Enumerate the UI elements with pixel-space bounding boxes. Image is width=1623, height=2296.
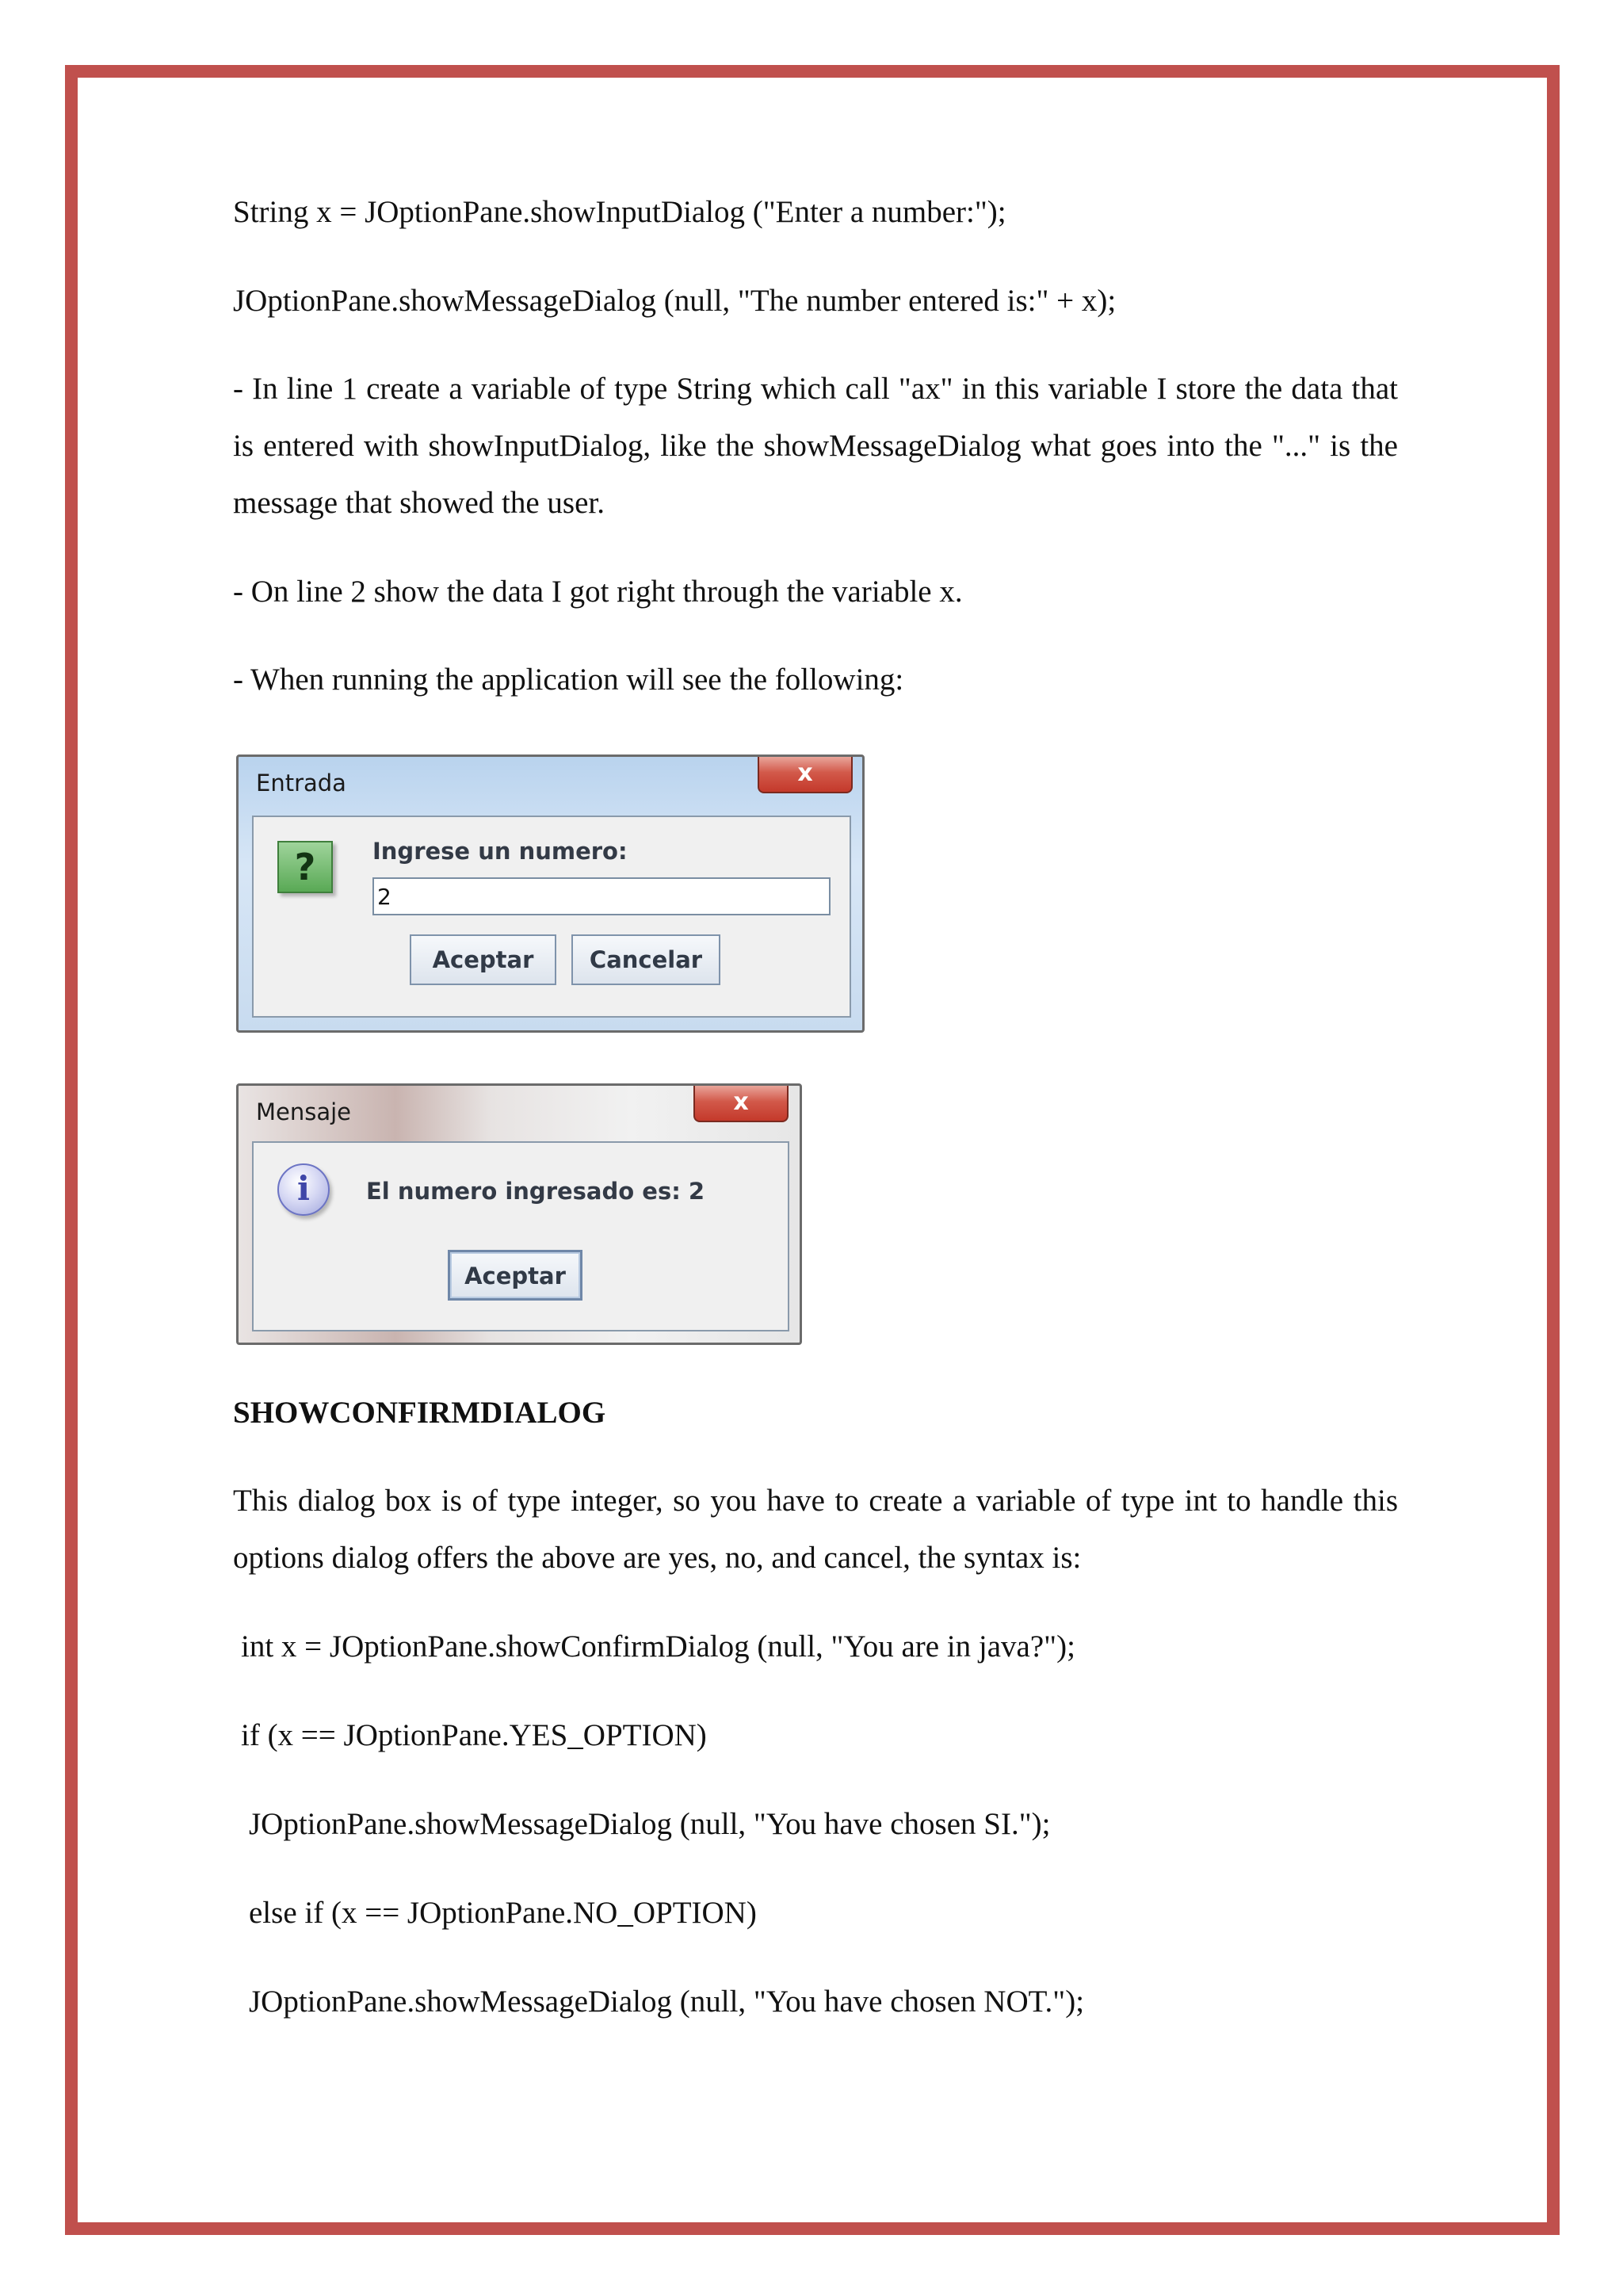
section-heading: SHOWCONFIRMDIALOG xyxy=(233,1396,606,1430)
dialog-message: El numero ingresado es: 2 xyxy=(366,1178,705,1205)
code-line-if-yes: if (x == JOptionPane.YES_OPTION) xyxy=(241,1718,707,1752)
code-line-message-dialog: JOptionPane.showMessageDialog (null, "The number entered is:" + x); xyxy=(233,284,1117,318)
code-line-else-if-no: else if (x == JOptionPane.NO_OPTION) xyxy=(249,1896,757,1930)
paragraph-confirm-dialog: This dialog box is of type integer, so you have to create a variable of type int to handle this options dialog offers the above are yes, no, and cancel, the syntax is: xyxy=(233,1484,1398,1575)
code-line-chosen-not: JOptionPane.showMessageDialog (null, "You have chosen NOT."); xyxy=(249,1985,1085,2019)
dialog-title: Mensaje xyxy=(256,1098,352,1125)
paragraph-line1-explanation: - In line 1 create a variable of type String which call "ax" in this variable I store the data that is entered with showInputDialog, like the showMessageDialog what goes into the "..." is the message that showed the user. xyxy=(233,372,1398,520)
close-icon[interactable]: x xyxy=(758,757,853,793)
dialog-body xyxy=(252,816,851,1018)
close-icon[interactable]: x xyxy=(693,1086,789,1122)
info-icon: i xyxy=(277,1163,330,1216)
question-icon: ? xyxy=(277,841,333,893)
dialog-title: Entrada xyxy=(256,770,346,797)
code-line-confirm: int x = JOptionPane.showConfirmDialog (null, "You are in java?"); xyxy=(241,1629,1075,1664)
accept-button[interactable]: Aceptar xyxy=(448,1250,582,1301)
dialog-body xyxy=(252,1141,789,1331)
dialog-prompt: Ingrese un numero: xyxy=(372,838,628,865)
code-line-input-dialog: String x = JOptionPane.showInputDialog ("Enter a number:"); xyxy=(233,195,1006,229)
paragraph-running-app: - When running the application will see the following: xyxy=(233,663,904,697)
number-input[interactable] xyxy=(372,877,831,915)
input-dialog xyxy=(236,755,865,1033)
accept-button[interactable]: Aceptar xyxy=(410,934,556,985)
message-dialog xyxy=(236,1083,802,1345)
paragraph-line2-explanation: - On line 2 show the data I got right through the variable x. xyxy=(233,575,963,609)
cancel-button[interactable]: Cancelar xyxy=(571,934,720,985)
code-line-chosen-si: JOptionPane.showMessageDialog (null, "You have chosen SI."); xyxy=(249,1807,1051,1841)
